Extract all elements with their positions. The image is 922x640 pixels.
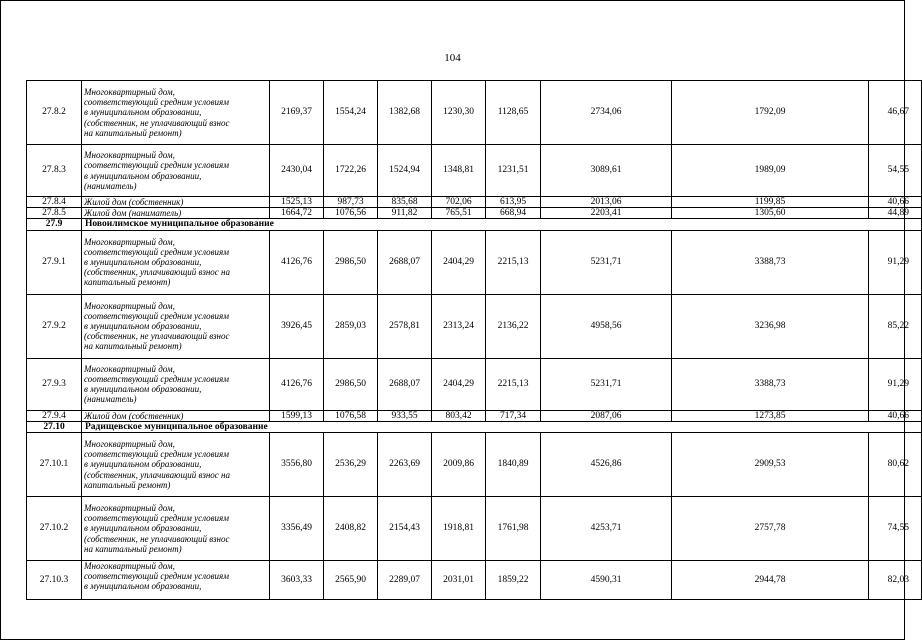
value-cell: 1554,24 [324,81,378,145]
description-line: Жилой дом (собственник) [84,410,184,421]
table-row [27,81,922,145]
value-cell: 44,89 [869,208,922,219]
description-line: в муниципальном образовании, [84,321,202,331]
value-cell: 1382,68 [378,81,432,145]
row-code: 27.10.2 [27,497,82,561]
value-cell: 74,55 [869,497,922,561]
value-cell: 4526,86 [541,433,672,497]
description-line: Многоквартирный дом, [84,503,175,513]
section-code: 27.9 [27,219,82,230]
description-line: Многоквартирный дом, [84,86,175,97]
row-code: 27.9.1 [27,230,82,294]
row-description [82,358,270,410]
value-cell: 2215,13 [486,230,541,294]
row-code: 27.9.2 [27,294,82,358]
value-cell: 987,73 [324,197,378,208]
value-cell: 2031,01 [432,561,486,600]
value-cell: 3926,45 [270,294,324,358]
row-description [82,497,270,561]
value-cell: 1199,85 [672,197,869,208]
value-cell: 1273,85 [672,410,869,421]
value-cell: 4126,76 [270,358,324,410]
row-code: 27.9.4 [27,410,82,421]
value-cell: 5231,71 [541,358,672,410]
table-row [27,561,922,600]
description-line: (наниматель) [84,394,137,405]
description-line: (собственник, уплачивающий взнос на [84,469,231,480]
value-cell: 702,06 [432,197,486,208]
table-row [27,358,922,410]
value-cell: 54,55 [869,145,922,197]
value-cell: 3388,73 [672,230,869,294]
description-line: (собственник, уплачивающий взнос на [84,267,231,278]
value-cell: 2430,04 [270,145,324,197]
value-cell: 3388,73 [672,358,869,410]
section-row [27,219,922,230]
value-cell: 1664,72 [270,208,324,219]
description-line: капитальный ремонт) [84,277,171,288]
table-row [27,145,922,197]
value-cell: 933,55 [378,410,432,421]
value-cell: 2734,06 [541,81,672,145]
description-line: Многоквартирный дом, [84,150,175,161]
description-line: (собственник, не уплачивающий взнос [84,117,230,128]
description-line: Жилой дом (собственник) [84,197,184,207]
table-body [27,81,922,600]
table-row [27,433,922,497]
value-cell: 2215,13 [486,358,541,410]
value-cell: 1722,26 [324,145,378,197]
description-line: на капитальный ремонт) [84,341,182,352]
row-description [82,230,270,294]
page-number: 104 [444,52,461,64]
value-cell: 1305,60 [672,208,869,219]
description-line: Многоквартирный дом, [84,236,175,247]
value-cell: 4590,31 [541,561,672,600]
value-cell: 835,68 [378,197,432,208]
row-description [82,197,270,208]
value-cell: 2688,07 [378,358,432,410]
value-cell: 2013,06 [541,197,672,208]
value-cell: 2688,07 [378,230,432,294]
description-line: на капитальный ремонт) [84,543,182,554]
value-cell: 2009,86 [432,433,486,497]
row-description [82,81,270,145]
description-line: в муниципальном образовании, [84,523,202,534]
value-cell: 2154,43 [378,497,432,561]
value-cell: 1348,81 [432,145,486,197]
value-cell: 3556,80 [270,433,324,497]
value-cell: 40,66 [869,197,922,208]
row-code: 27.10.3 [27,561,82,600]
value-cell: 765,51 [432,208,486,219]
description-line: в муниципальном образовании, [84,170,202,181]
value-cell: 2404,29 [432,358,486,410]
value-cell: 46,67 [869,81,922,145]
value-cell: 2203,41 [541,208,672,219]
value-cell: 613,95 [486,197,541,208]
description-line: (собственник, не уплачивающий взнос [84,533,230,544]
value-cell: 1231,51 [486,145,541,197]
description-line: Жилой дом (наниматель) [84,208,182,219]
value-cell: 40,66 [869,410,922,421]
value-cell: 2136,22 [486,294,541,358]
value-cell: 91,29 [869,230,922,294]
value-cell: 3603,33 [270,561,324,600]
description-line: в муниципальном образовании, [84,384,202,395]
description-line: в муниципальном образовании, [84,459,202,470]
description-line: соответствующий средним условиям [84,449,229,460]
row-code: 27.8.4 [27,197,82,208]
value-cell: 1918,81 [432,497,486,561]
description-line: Многоквартирный дом, [84,300,175,311]
row-description [82,410,270,421]
value-cell: 2578,81 [378,294,432,358]
description-line: соответствующий средним условиям [84,97,229,108]
row-code: 27.8.5 [27,208,82,219]
row-code: 27.9.3 [27,358,82,410]
value-cell: 85,22 [869,294,922,358]
table-row [27,197,922,208]
value-cell: 1525,13 [270,197,324,208]
table-row [27,294,922,358]
value-cell: 1859,22 [486,561,541,600]
value-cell: 1599,13 [270,410,324,421]
value-cell: 91,29 [869,358,922,410]
tariff-table [26,80,922,600]
row-code: 27.8.3 [27,145,82,197]
value-cell: 803,42 [432,410,486,421]
value-cell: 1076,56 [324,208,378,219]
value-cell: 2565,90 [324,561,378,600]
value-cell: 1840,89 [486,433,541,497]
description-line: на капитальный ремонт) [84,127,182,138]
value-cell: 2313,24 [432,294,486,358]
section-title: Радищевское муниципальное образование [82,421,922,432]
value-cell: 2986,50 [324,358,378,410]
table-row [27,230,922,294]
value-cell: 1230,30 [432,81,486,145]
row-code: 27.8.2 [27,81,82,145]
description-line: в муниципальном образовании, [84,107,202,118]
description-line: Многоквартирный дом, [84,561,175,572]
value-cell: 2536,29 [324,433,378,497]
value-cell: 2408,82 [324,497,378,561]
row-description [82,208,270,219]
value-cell: 3236,98 [672,294,869,358]
value-cell: 2909,53 [672,433,869,497]
value-cell: 1989,09 [672,145,869,197]
row-description [82,294,270,358]
description-line: (наниматель) [84,180,137,191]
value-cell: 2859,03 [324,294,378,358]
value-cell: 2986,50 [324,230,378,294]
description-line: в муниципальном образовании, [84,257,202,267]
value-cell: 2263,69 [378,433,432,497]
value-cell: 717,34 [486,410,541,421]
description-line: капитальный ремонт) [84,479,171,490]
value-cell: 5231,71 [541,230,672,294]
description-line: соответствующий средним условиям [84,373,229,384]
description-line: (собственник, не уплачивающий взнос [84,331,230,342]
value-cell: 4958,56 [541,294,672,358]
description-line: в муниципальном образовании, [84,581,202,592]
row-description [82,561,270,600]
value-cell: 82,03 [869,561,922,600]
value-cell: 2087,06 [541,410,672,421]
description-line: соответствующий средним условиям [84,246,229,257]
value-cell: 1792,09 [672,81,869,145]
value-cell: 2944,78 [672,561,869,600]
description-line: Многоквартирный дом, [84,363,175,374]
section-title: Новоилимское муниципальное образование [82,219,922,230]
row-description [82,145,270,197]
value-cell: 1076,58 [324,410,378,421]
description-line: соответствующий средним условиям [84,571,229,582]
value-cell: 668,94 [486,208,541,219]
value-cell: 4253,71 [541,497,672,561]
row-description [82,433,270,497]
value-cell: 2404,29 [432,230,486,294]
value-cell: 3356,49 [270,497,324,561]
description-line: соответствующий средним условиям [84,310,229,321]
table-row [27,410,922,421]
section-code: 27.10 [27,421,82,432]
value-cell: 1524,94 [378,145,432,197]
description-line: соответствующий средним условиям [84,160,229,171]
value-cell: 3089,61 [541,145,672,197]
row-code: 27.10.1 [27,433,82,497]
value-cell: 4126,76 [270,230,324,294]
value-cell: 2289,07 [378,561,432,600]
table-row [27,497,922,561]
value-cell: 1128,65 [486,81,541,145]
value-cell: 2169,37 [270,81,324,145]
table-row [27,208,922,219]
section-row [27,421,922,432]
value-cell: 911,82 [378,208,432,219]
value-cell: 80,62 [869,433,922,497]
value-cell: 1761,98 [486,497,541,561]
description-line: соответствующий средним условиям [84,513,229,524]
description-line: Многоквартирный дом, [84,439,175,449]
value-cell: 2757,78 [672,497,869,561]
